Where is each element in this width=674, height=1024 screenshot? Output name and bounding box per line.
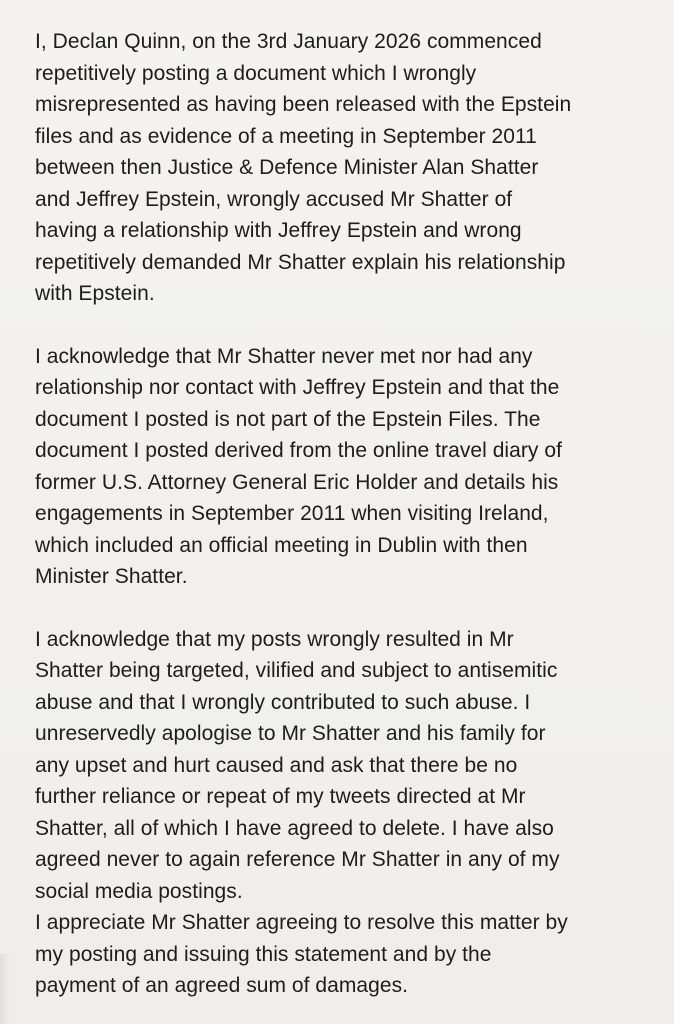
text-line: former U.S. Attorney General Eric Holder and details his [35,470,559,494]
text-line: Minister Shatter. [35,565,188,588]
page-edge-shadow [0,954,10,1024]
text-line: engagements in September 2011 when visiting Ireland, [35,502,549,525]
text-line: which included an official meeting in Dublin with then [35,533,528,557]
paragraph-apology [35,624,644,1002]
text-line: document I posted derived from the online travel diary of [35,439,562,462]
text-line: I acknowledge that Mr Shatter never met nor had any [35,344,533,368]
text-line: files and as evidence of a meeting in September 2011 [35,124,537,148]
text-line: agreed never to again reference Mr Shatter in any of my [35,848,560,871]
text-line: Shatter being targeted, vilified and subject to antisemitic [35,659,558,682]
text-line: relationship nor contact with Jeffrey Epstein and that the [35,376,560,399]
text-line: I appreciate Mr Shatter agreeing to resolve this matter by [35,911,568,934]
text-line: payment of an agreed sum of damages. [35,974,409,997]
paragraph-gap [35,310,644,341]
text-line: Shatter, all of which I have agreed to delete. I have also [35,816,554,840]
text-line: having a relationship with Jeffrey Epstein and wrong [35,219,522,242]
text-line: and Jeffrey Epstein, wrongly accused Mr Shatter of [35,187,513,211]
text-line: unreservedly apologise to Mr Shatter and his family for [35,722,546,745]
text-line: abuse and that I wrongly contributed to such abuse. I [35,690,531,714]
text-line: any upset and hurt caused and ask that there be no [35,753,518,777]
text-line: I, Declan Quinn, on the 3rd January 2026 commenced [35,30,542,53]
paragraph-posting-admission [35,26,644,310]
text-line: my posting and issuing this statement and by the [35,942,492,966]
paragraph-acknowledgement-no-contact [35,341,644,593]
text-line: between then Justice & Defence Minister Alan Shatter [35,156,539,179]
text-line: misrepresented as having been released with the Epstein [35,93,572,116]
text-line: further reliance or repeat of my tweets directed at Mr [35,785,526,808]
text-line: with Epstein. [35,282,155,305]
paragraph-gap [35,593,644,624]
text-line: social media postings. [35,879,243,903]
text-line: I acknowledge that my posts wrongly resulted in Mr [35,627,514,651]
text-line: repetitively posting a document which I wrongly [35,61,477,85]
text-line: document I posted is not part of the Epstein Files. The [35,407,541,431]
text-line: repetitively demanded Mr Shatter explain his relationship [35,250,566,274]
